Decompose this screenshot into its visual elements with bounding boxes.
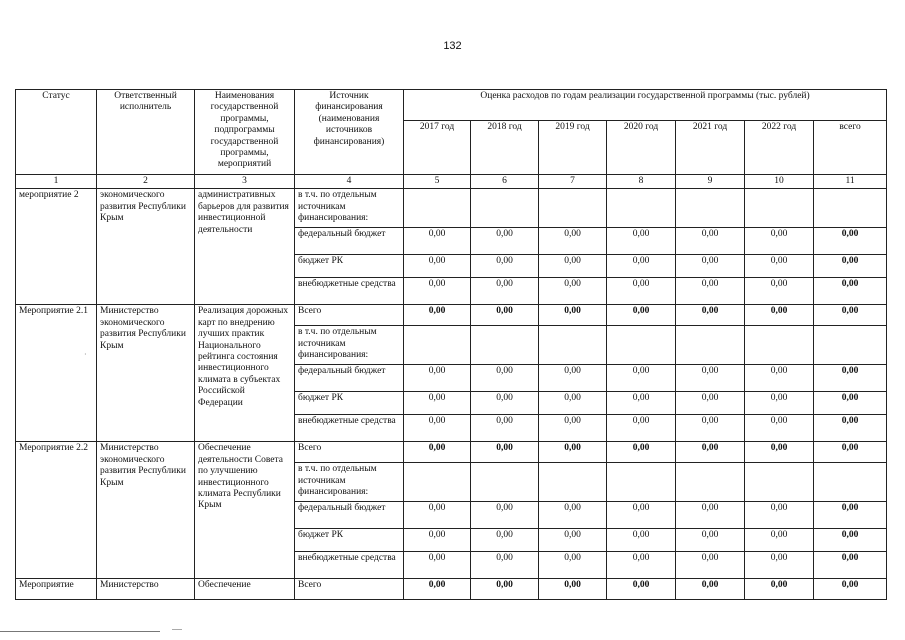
value-cell — [471, 326, 539, 365]
value-cell: 0,00 — [471, 228, 539, 255]
funding-source: в т.ч. по отдельным источникам финансирования: — [295, 326, 404, 365]
funding-source: внебюджетные средства — [295, 415, 404, 442]
column-number-6: 6 — [471, 175, 539, 189]
header-year-5: 2022 год — [745, 121, 814, 175]
page-number: 132 — [443, 40, 462, 52]
value-cell — [676, 189, 745, 228]
group-executor: Министерство — [97, 579, 195, 600]
value-cell — [745, 189, 814, 228]
value-cell: 0,00 — [471, 392, 539, 415]
budget-table — [15, 89, 887, 600]
column-number-5: 5 — [404, 175, 471, 189]
value-cell: 0,00 — [814, 579, 887, 600]
value-cell: 0,00 — [607, 552, 676, 579]
header-executor: Ответственный исполнитель — [97, 90, 195, 175]
value-cell: 0,00 — [745, 442, 814, 463]
table-row — [16, 189, 887, 228]
value-cell: 0,00 — [745, 392, 814, 415]
value-cell: 0,00 — [676, 365, 745, 392]
group-status: мероприятие 2 — [16, 189, 97, 305]
table-row — [16, 442, 887, 463]
table-row — [16, 579, 887, 600]
value-cell: 0,00 — [745, 365, 814, 392]
value-cell: 0,00 — [404, 502, 471, 529]
value-cell: 0,00 — [607, 442, 676, 463]
footer-mark — [172, 629, 182, 630]
value-cell: 0,00 — [745, 579, 814, 600]
funding-source: Всего — [295, 305, 404, 326]
value-cell: 0,00 — [607, 278, 676, 305]
value-cell — [471, 463, 539, 502]
value-cell: 0,00 — [676, 228, 745, 255]
value-cell — [814, 189, 887, 228]
value-cell: 0,00 — [539, 228, 607, 255]
value-cell — [607, 326, 676, 365]
funding-source: федеральный бюджет — [295, 365, 404, 392]
value-cell: 0,00 — [745, 305, 814, 326]
funding-source: бюджет РК — [295, 529, 404, 552]
table-body — [16, 189, 887, 600]
value-cell: 0,00 — [814, 255, 887, 278]
value-cell — [404, 189, 471, 228]
header-program: Наименования государственной программы, подпрограммы государственной программы, мероприятий — [195, 90, 295, 175]
group-status: Мероприятие 2.1 — [16, 305, 97, 442]
value-cell: 0,00 — [471, 529, 539, 552]
header-year-6: всего — [814, 121, 887, 175]
value-cell — [607, 189, 676, 228]
value-cell: 0,00 — [404, 415, 471, 442]
column-number-row — [16, 175, 887, 189]
funding-source: внебюджетные средства — [295, 278, 404, 305]
value-cell: 0,00 — [539, 255, 607, 278]
header-year-2: 2019 год — [539, 121, 607, 175]
value-cell: 0,00 — [676, 442, 745, 463]
value-cell: 0,00 — [814, 415, 887, 442]
value-cell: 0,00 — [471, 255, 539, 278]
column-number-7: 7 — [539, 175, 607, 189]
value-cell: 0,00 — [404, 278, 471, 305]
group-name: Реализация дорожных карт по внедрению лучших практик Национального рейтинга состояния инвестиционного климата в субъектах Российской Федерации — [195, 305, 295, 442]
value-cell: 0,00 — [607, 579, 676, 600]
group-executor: экономического развития Республики Крым — [97, 189, 195, 305]
header-row-1 — [16, 90, 887, 121]
value-cell: 0,00 — [471, 415, 539, 442]
value-cell: 0,00 — [607, 305, 676, 326]
value-cell: 0,00 — [745, 278, 814, 305]
value-cell — [404, 326, 471, 365]
value-cell — [676, 326, 745, 365]
table-row — [16, 305, 887, 326]
value-cell — [745, 326, 814, 365]
group-status: Мероприятие — [16, 579, 97, 600]
value-cell: 0,00 — [745, 529, 814, 552]
value-cell: 0,00 — [607, 365, 676, 392]
column-number-11: 11 — [814, 175, 887, 189]
value-cell: 0,00 — [607, 502, 676, 529]
value-cell: 0,00 — [539, 579, 607, 600]
value-cell: 0,00 — [404, 305, 471, 326]
funding-source: внебюджетные средства — [295, 552, 404, 579]
group-status: Мероприятие 2.2 — [16, 442, 97, 579]
value-cell: 0,00 — [539, 415, 607, 442]
value-cell: 0,00 — [676, 255, 745, 278]
header-year-1: 2018 год — [471, 121, 539, 175]
value-cell: 0,00 — [404, 552, 471, 579]
value-cell: 0,00 — [404, 255, 471, 278]
group-name: Обеспечение деятельности Совета по улучшению инвестиционного климата Республики Крым — [195, 442, 295, 579]
value-cell: 0,00 — [814, 278, 887, 305]
value-cell: 0,00 — [607, 228, 676, 255]
value-cell: 0,00 — [404, 392, 471, 415]
value-cell: 0,00 — [471, 579, 539, 600]
header-estimate: Оценка расходов по годам реализации государственной программы (тыс. рублей) — [404, 90, 887, 121]
value-cell: 0,00 — [676, 278, 745, 305]
value-cell — [539, 189, 607, 228]
group-name: административных барьеров для развития инвестиционной деятельности — [195, 189, 295, 305]
value-cell: 0,00 — [745, 228, 814, 255]
value-cell: 0,00 — [676, 502, 745, 529]
column-number-1: 1 — [16, 175, 97, 189]
value-cell: 0,00 — [814, 392, 887, 415]
column-number-2: 2 — [97, 175, 195, 189]
value-cell — [539, 463, 607, 502]
funding-source: бюджет РК — [295, 255, 404, 278]
value-cell: 0,00 — [814, 365, 887, 392]
value-cell: 0,00 — [814, 529, 887, 552]
column-number-10: 10 — [745, 175, 814, 189]
header-year-4: 2021 год — [676, 121, 745, 175]
funding-source: в т.ч. по отдельным источникам финансирования: — [295, 189, 404, 228]
footer-rule — [0, 631, 160, 632]
value-cell — [814, 326, 887, 365]
funding-source: федеральный бюджет — [295, 502, 404, 529]
value-cell: 0,00 — [745, 502, 814, 529]
value-cell — [607, 463, 676, 502]
funding-source: Всего — [295, 579, 404, 600]
value-cell: 0,00 — [607, 255, 676, 278]
value-cell — [745, 463, 814, 502]
value-cell — [676, 463, 745, 502]
value-cell: 0,00 — [539, 552, 607, 579]
value-cell: 0,00 — [814, 552, 887, 579]
value-cell: 0,00 — [607, 529, 676, 552]
value-cell: 0,00 — [814, 305, 887, 326]
value-cell — [404, 463, 471, 502]
value-cell: 0,00 — [471, 305, 539, 326]
header-status: Статус — [16, 90, 97, 175]
value-cell: 0,00 — [745, 415, 814, 442]
value-cell: 0,00 — [471, 502, 539, 529]
column-number-3: 3 — [195, 175, 295, 189]
header-year-3: 2020 год — [607, 121, 676, 175]
value-cell: 0,00 — [404, 365, 471, 392]
scan-speck: · — [84, 350, 87, 359]
value-cell: 0,00 — [745, 552, 814, 579]
header-source: Источник финансирования (наименования источников финансирования) — [295, 90, 404, 175]
value-cell: 0,00 — [676, 552, 745, 579]
value-cell: 0,00 — [676, 529, 745, 552]
group-executor: Министерство экономического развития Республики Крым — [97, 442, 195, 579]
value-cell: 0,00 — [745, 255, 814, 278]
column-number-8: 8 — [607, 175, 676, 189]
funding-source: бюджет РК — [295, 392, 404, 415]
funding-source: в т.ч. по отдельным источникам финансирования: — [295, 463, 404, 502]
value-cell: 0,00 — [404, 579, 471, 600]
value-cell: 0,00 — [676, 415, 745, 442]
value-cell: 0,00 — [471, 365, 539, 392]
group-name: Обеспечение — [195, 579, 295, 600]
value-cell: 0,00 — [539, 392, 607, 415]
value-cell: 0,00 — [539, 365, 607, 392]
value-cell — [471, 189, 539, 228]
header-year-0: 2017 год — [404, 121, 471, 175]
value-cell: 0,00 — [607, 415, 676, 442]
value-cell: 0,00 — [607, 392, 676, 415]
value-cell: 0,00 — [539, 529, 607, 552]
funding-source: федеральный бюджет — [295, 228, 404, 255]
value-cell — [814, 463, 887, 502]
value-cell: 0,00 — [471, 442, 539, 463]
value-cell: 0,00 — [539, 502, 607, 529]
value-cell: 0,00 — [814, 228, 887, 255]
value-cell: 0,00 — [676, 579, 745, 600]
value-cell: 0,00 — [404, 228, 471, 255]
value-cell: 0,00 — [676, 392, 745, 415]
value-cell: 0,00 — [539, 442, 607, 463]
table-header — [16, 90, 887, 189]
value-cell: 0,00 — [539, 305, 607, 326]
value-cell: 0,00 — [404, 529, 471, 552]
column-number-9: 9 — [676, 175, 745, 189]
value-cell: 0,00 — [814, 502, 887, 529]
value-cell: 0,00 — [676, 305, 745, 326]
value-cell: 0,00 — [539, 278, 607, 305]
funding-source: Всего — [295, 442, 404, 463]
value-cell: 0,00 — [814, 442, 887, 463]
group-executor: Министерство экономического развития Республики Крым — [97, 305, 195, 442]
value-cell: 0,00 — [471, 552, 539, 579]
value-cell — [539, 326, 607, 365]
value-cell: 0,00 — [471, 278, 539, 305]
value-cell: 0,00 — [404, 442, 471, 463]
column-number-4: 4 — [295, 175, 404, 189]
